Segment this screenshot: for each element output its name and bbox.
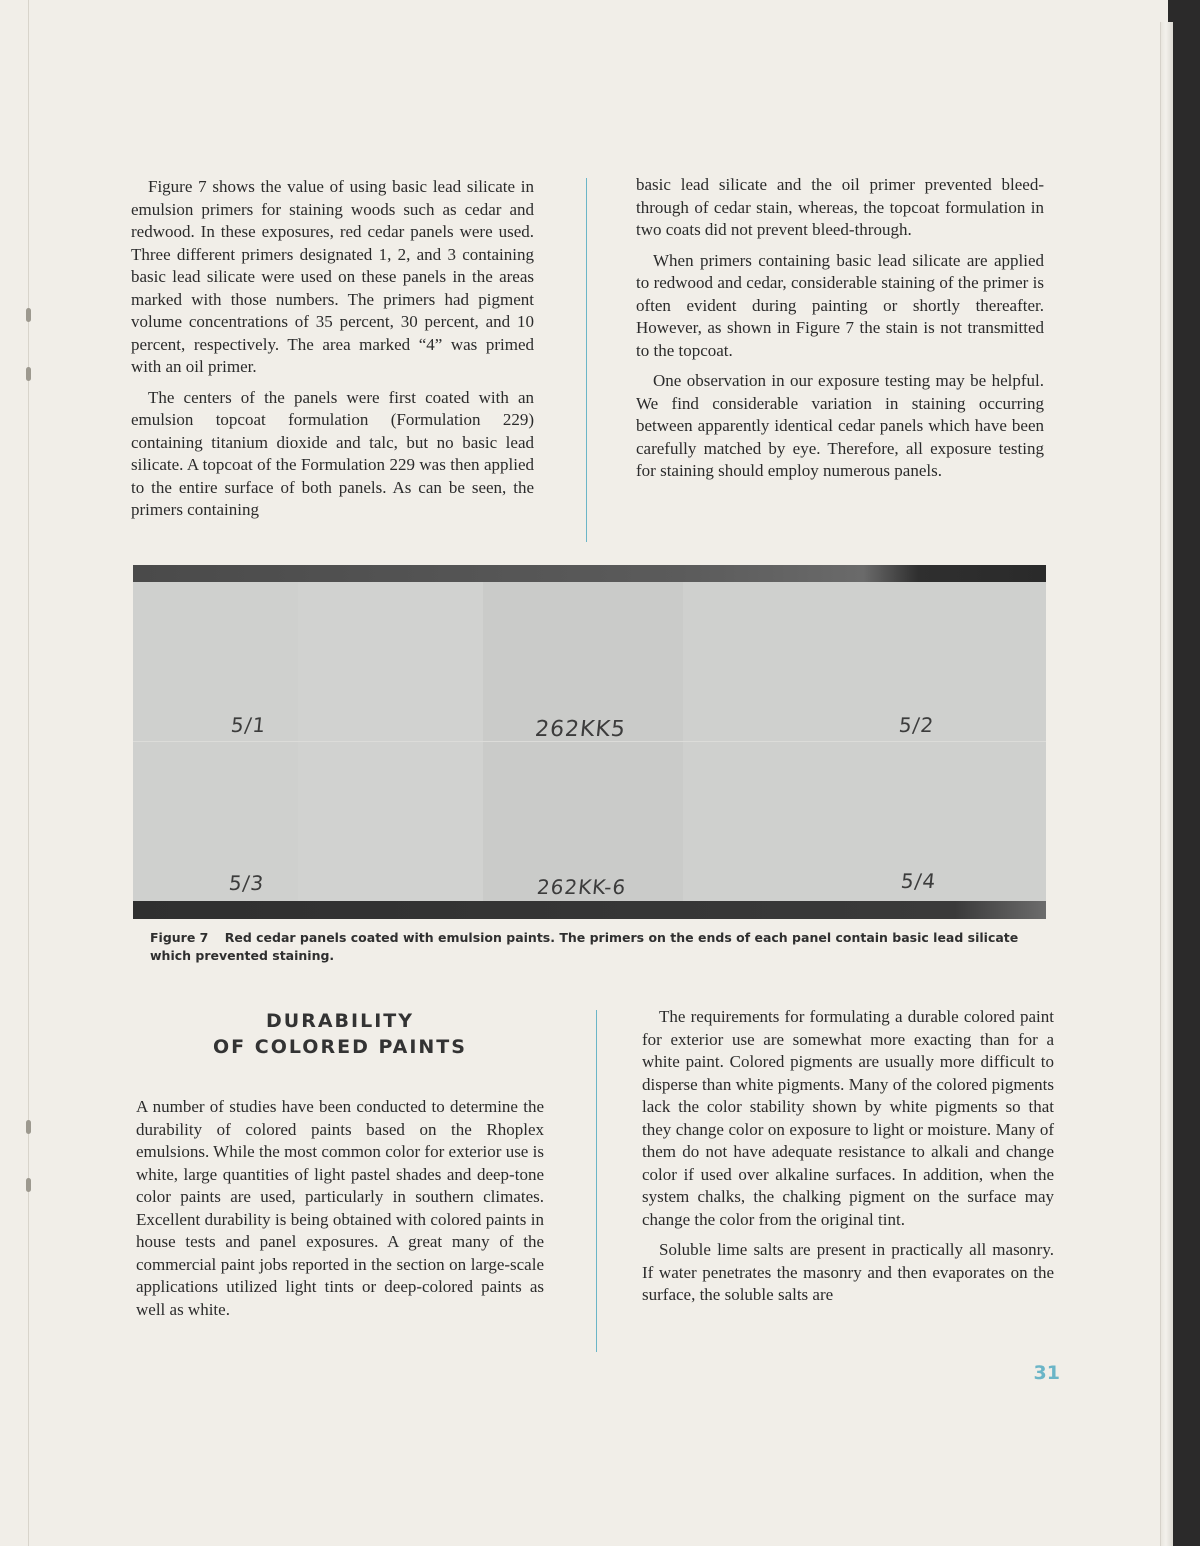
- binding-staple-mark: [26, 1120, 31, 1134]
- page-number: 31: [1033, 1362, 1060, 1384]
- panel-label-bottom-right: 5/4: [899, 869, 938, 893]
- figure-7-photo: [133, 565, 1046, 919]
- panel-edge-top: [133, 565, 1046, 582]
- panel-label-bottom-center: 262KK-6: [535, 875, 628, 899]
- paragraph: One observation in our exposure testing may be helpful. We find considerable variation in staining occurring between apparently identical cedar panels which have been carefully matched by eye. Therefore, all exposure testing for staining should employ numerous panels.: [636, 371, 1044, 480]
- panel-label-top-left: 5/1: [229, 713, 268, 737]
- paragraph: A number of studies have been conducted to determine the durability of colored paints based on the Rhoplex emulsions. While the most common color for exterior use is white, large quantities of light pastel shades and deep-tone color paints are used, particularly in southern climates. Excellent durability is being obtained with colored paints in house tests and panel exposures. A great many of the commercial paint jobs reported in the section on large-scale applications utilized light tints or deep-colored paints as well as white.: [136, 1097, 544, 1319]
- panel-label-top-right: 5/2: [897, 713, 936, 737]
- figure-number: Figure 7: [150, 930, 209, 945]
- bottom-right-column: [642, 1006, 1054, 1315]
- panel-label-top-center: 262KK5: [533, 717, 628, 742]
- page-stack-edge: [1160, 22, 1173, 1546]
- section-heading: [130, 1008, 550, 1060]
- paragraph: The centers of the panels were first coated with an emulsion topcoat formulation (Formulation 229) containing titanium dioxide and talc, but no basic lead silicate. A topcoat of the Formulation 229 was then applied to the entire surface of both panels. As can be seen, the primers containing: [131, 387, 534, 519]
- binding-staple-mark: [26, 367, 31, 381]
- paragraph: The requirements for formulating a durable colored paint for exterior use are somewhat more exacting than for a white paint. Colored pigments are usually more difficult to disperse than white pigments. Many of the colored pigments lack the color stability shown by white pigments so that they change color on exposure to light or moisture. Many of them do not have adequate resistance to alkali and change color if used over alkaline surfaces. In addition, when the system chalks, the chalking pigment on the surface may change the color from the original tint.: [642, 1007, 1054, 1229]
- binding-edge: [28, 0, 29, 1546]
- column-divider: [586, 178, 587, 542]
- paragraph: basic lead silicate and the oil primer prevented bleed-through of cedar stain, whereas, the topcoat formulation in two coats did not prevent bleed-through.: [636, 175, 1044, 239]
- figure-caption: [150, 929, 1040, 965]
- caption-text: Red cedar panels coated with emulsion paints. The primers on the ends of each panel contain basic lead silicate which prevented staining.: [150, 930, 1019, 963]
- column-divider: [596, 1010, 597, 1352]
- paragraph: Figure 7 shows the value of using basic lead silicate in emulsion primers for staining woods such as cedar and redwood. In these exposures, red cedar panels were used. Three different primers designated 1, 2, and 3 containing basic lead silicate were used on these panels in the areas marked with those numbers. The primers had pigment volume concentrations of 35 percent, 30 percent, and 10 percent, respectively. The area marked “4” was primed with an oil primer.: [131, 177, 534, 376]
- bottom-left-column: [136, 1096, 544, 1329]
- top-left-column: [131, 176, 534, 530]
- binding-staple-mark: [26, 1178, 31, 1192]
- binding-staple-mark: [26, 308, 31, 322]
- heading-line: OF COLORED PAINTS: [213, 1036, 467, 1058]
- top-right-column: [636, 174, 1044, 491]
- paragraph: Soluble lime salts are present in practically all masonry. If water penetrates the masonry and then evaporates on the surface, the soluble salts are: [642, 1240, 1054, 1304]
- panel-label-bottom-left: 5/3: [227, 871, 266, 895]
- heading-line: DURABILITY: [266, 1010, 414, 1032]
- paragraph: When primers containing basic lead silicate are applied to redwood and cedar, considerable staining of the primer is often evident during painting or shortly thereafter. However, as shown in Figure 7 the stain is not transmitted to the topcoat.: [636, 250, 1044, 360]
- panel-edge-bottom: [133, 901, 1046, 919]
